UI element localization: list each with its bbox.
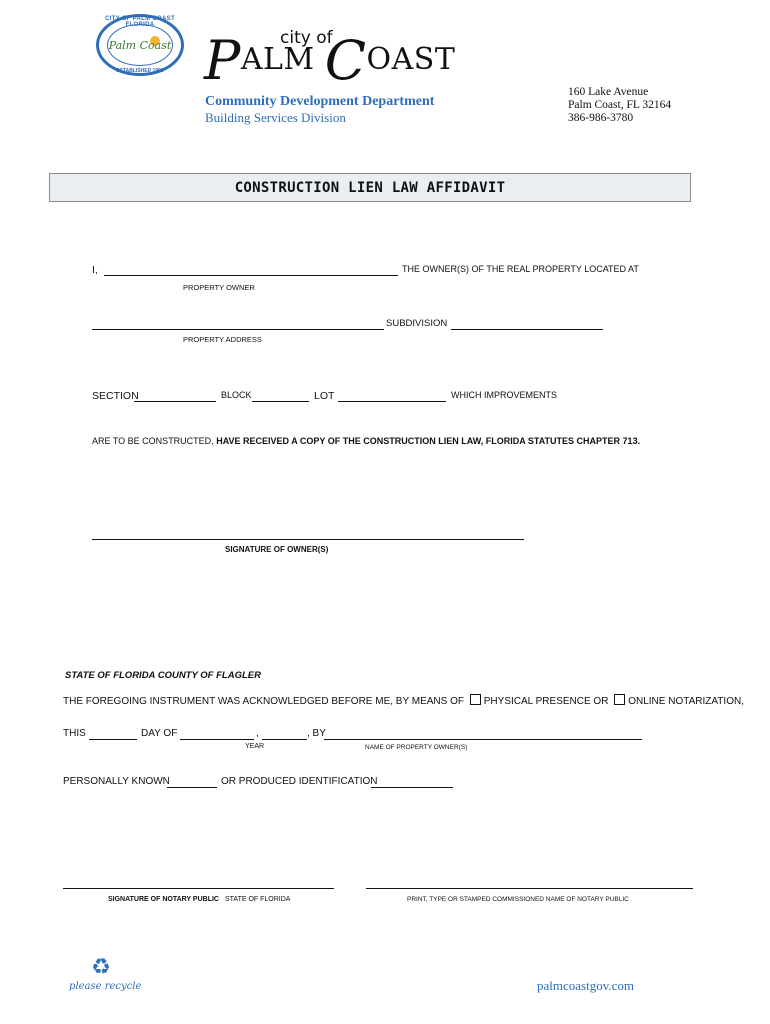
website-link[interactable]: palmcoastgov.com: [537, 978, 634, 993]
statement-bold: HAVE RECEIVED A COPY OF THE CONSTRUCTION LIEN LAW, FLORIDA STATUTES CHAPTER 713.: [216, 436, 641, 446]
form-title: CONSTRUCTION LIEN LAW AFFIDAVIT: [234, 179, 506, 196]
logo-palm-coast: PALM COAST: [204, 29, 456, 92]
city-address: [568, 86, 671, 125]
label-section: SECTION: [92, 390, 139, 402]
label-produced-identification: OR PRODUCED IDENTIFICATION: [221, 776, 378, 787]
label-state-of-florida: STATE OF FLORIDA: [225, 896, 291, 903]
name-of-owner-field[interactable]: [324, 739, 642, 740]
label-i: I,: [92, 264, 98, 276]
label-this: THIS: [63, 728, 86, 739]
city-seal-logo: [96, 14, 184, 76]
seal-word: Palm Coast: [108, 39, 172, 52]
label-which-improvements: WHICH IMPROVEMENTS: [451, 390, 558, 400]
label-online-notarization: ONLINE NOTARIZATION,: [628, 696, 744, 707]
property-address-field[interactable]: [92, 329, 384, 330]
form-title-box: [49, 173, 691, 202]
label-lot: LOT: [314, 390, 335, 402]
subdivision-field[interactable]: [451, 329, 603, 330]
statement: [92, 436, 640, 446]
label-by: , BY: [307, 728, 326, 739]
please-recycle-text: please recycle: [69, 981, 142, 992]
owner-signature-field[interactable]: [92, 539, 524, 540]
address-city: Palm Coast, FL 32164: [568, 99, 672, 111]
label-print-name-notary: PRINT, TYPE OR STAMPED COMMISSIONED NAME OF NOTARY PUBLIC: [407, 896, 629, 903]
seal-top-text: CITY OF PALM COAST FLORIDA: [105, 16, 175, 28]
label-year: YEAR: [245, 743, 265, 750]
label-block: BLOCK: [221, 390, 252, 400]
label-comma: ,: [256, 728, 259, 739]
recycle-icon: ♻: [91, 954, 111, 979]
label-subdivision: SUBDIVISION: [386, 318, 448, 329]
label-name-of-owner: NAME OF PROPERTY OWNER(S): [365, 744, 468, 751]
logo-city-of: city of: [280, 28, 333, 48]
division-title: Building Services Division: [205, 110, 346, 125]
physical-presence-checkbox[interactable]: [470, 694, 481, 705]
label-signature-owner: SIGNATURE OF OWNER(S): [225, 545, 329, 554]
year-field[interactable]: [262, 739, 307, 740]
label-personally-known: PERSONALLY KNOWN: [63, 776, 170, 787]
label-day-of: DAY OF: [141, 728, 178, 739]
notary-signature-field[interactable]: [63, 888, 334, 889]
section-field[interactable]: [134, 401, 216, 402]
address-phone: 386-986-3780: [568, 112, 634, 124]
statement-plain: ARE TO BE CONSTRUCTED,: [92, 436, 214, 446]
personally-known-field[interactable]: [167, 787, 217, 788]
seal-bottom-text: ESTABLISHED 1999: [116, 68, 164, 74]
ack-text: THE FOREGOING INSTRUMENT WAS ACKNOWLEDGED BEFORE ME, BY MEANS OF: [63, 696, 464, 707]
seal-inner-ring: [107, 24, 173, 66]
property-owner-field[interactable]: [104, 275, 398, 276]
label-property-address: PROPERTY ADDRESS: [183, 335, 262, 344]
department-title: Community Development Department: [205, 94, 435, 109]
identification-field[interactable]: [371, 787, 453, 788]
block-field[interactable]: [252, 401, 309, 402]
state-county-heading: STATE OF FLORIDA COUNTY OF FLAGLER: [65, 670, 261, 681]
address-street: 160 Lake Avenue: [568, 86, 649, 98]
label-physical-presence: PHYSICAL PRESENCE OR: [483, 696, 609, 707]
notary-print-name-field[interactable]: [366, 888, 693, 889]
day-field[interactable]: [89, 739, 137, 740]
month-field[interactable]: [180, 739, 254, 740]
label-property-owner: PROPERTY OWNER: [183, 283, 255, 292]
label-signature-notary: SIGNATURE OF NOTARY PUBLIC: [108, 896, 219, 903]
palm-coast-wordmark: [204, 14, 456, 92]
acknowledgment-line: [63, 694, 744, 707]
lot-field[interactable]: [338, 401, 446, 402]
online-notarization-checkbox[interactable]: [614, 694, 625, 705]
label-owner-of-property: THE OWNER(S) OF THE REAL PROPERTY LOCATED AT: [402, 264, 639, 274]
